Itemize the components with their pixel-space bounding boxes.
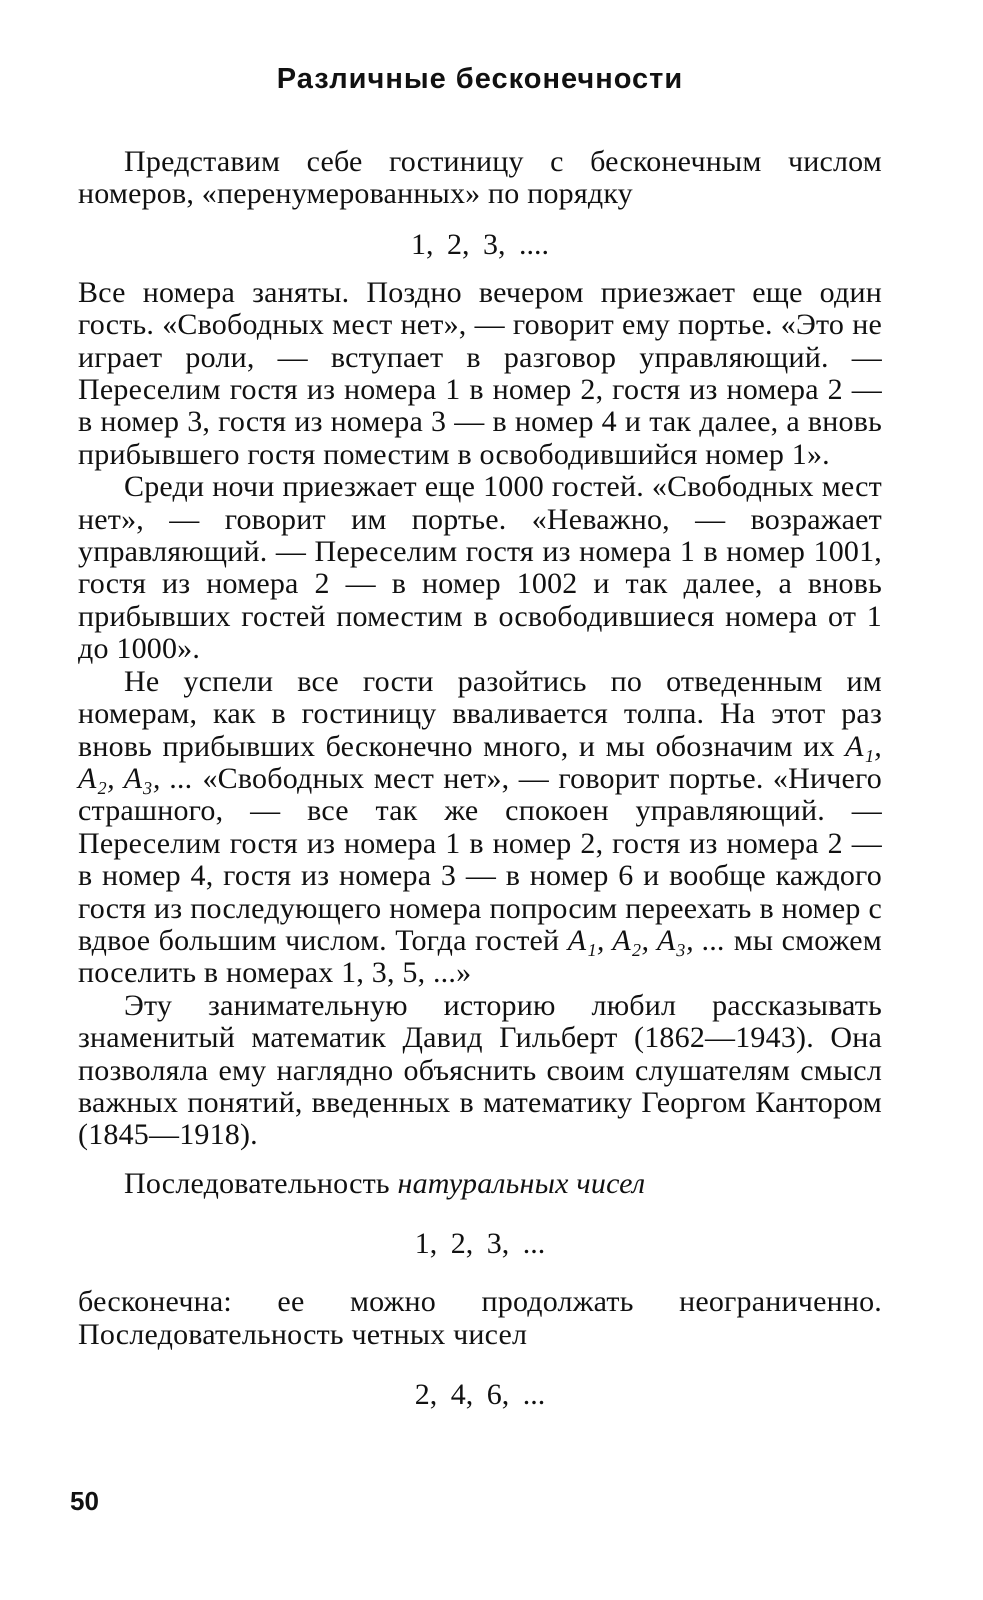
section-title: Различные бесконечности (276, 63, 684, 95)
page-number: 50 (70, 1486, 99, 1516)
paragraph-1: Представим себе гостиницу с бесконечным числом номеров, «перенумерованных» по порядку (78, 145, 882, 211)
paragraph-6 (78, 1168, 882, 1200)
guests-notation-2: A₁, A₂, A₃, ... (567, 923, 726, 957)
natural-numbers-term: натуральных чисел (397, 1166, 646, 1200)
sequence-formula-1: 1, 2, 3, .... (411, 227, 549, 261)
paragraph-4-text-b: «Свободных мест нет», — говорит портье. «Ничего страшного, — все так же спокоен управляющий. — Переселим гостя из номера 1 в номер 2, гостя из номера 2 — в номер 4, гостя из номера 3 — в номер 6 и вообще каждого гостя из последующего номера попросим переехать в номер с вдвое большим числом. Тогда гостей (78, 761, 883, 957)
paragraph-3: Среди ночи приезжает еще 1000 гостей. «Свободных мест нет», — говорит им портье. «Неважно, — возражает управляющий. — Переселим гостя из номера 1 в номер 1001, гостя из номера 2 — в номер 1002 и так далее, а вновь прибывших гостей поместим в освободившиеся номера от 1 до 1000». (78, 470, 882, 666)
page-body (78, 62, 882, 1562)
sequence-formula-2: 1, 2, 3, ... (414, 1227, 546, 1261)
paragraph-4-text-c: мы сможем поселить в номерах 1, 3, 5, ...» (78, 923, 882, 990)
paragraph-6-text: Последовательность (124, 1166, 390, 1200)
paragraph-2: Все номера заняты. Поздно вечером приезжает еще один гость. «Свободных мест нет», — говорит ему портье. «Это не играет роли, — вступает в разговор управляющий. — Переселим гостя из номера 1 в номер 2, гостя из номера 2 — в номер 3, гостя из номера 3 — в номер 4 и так далее, а вновь прибывшего гостя поместим в освободившийся номер 1». (78, 275, 882, 471)
paragraph-7: бесконечна: ее можно продолжать неограниченно. Последовательность четных чисел (78, 1285, 882, 1351)
paragraph-4 (78, 666, 882, 990)
spacer (78, 1152, 882, 1168)
paragraph-4-text-a: Не успели все гости разойтись по отведенным им номерам, как в гостиницу вваливается толпа. На этот раз вновь прибывших бесконечно много, и мы обозначим их (78, 664, 882, 763)
guests-notation-1: A₁, A₂, A₃, ... (78, 729, 882, 795)
sequence-formula-3: 2, 4, 6, ... (414, 1378, 546, 1411)
paragraph-5: Эту занимательную историю любил рассказывать знаменитый математик Давид Гильберт (1862—1943). Она позволяла ему наглядно объяснить своим слушателям смысл важных понятий, введенных в математику Георгом Кантором (1845—1918). (78, 988, 882, 1152)
